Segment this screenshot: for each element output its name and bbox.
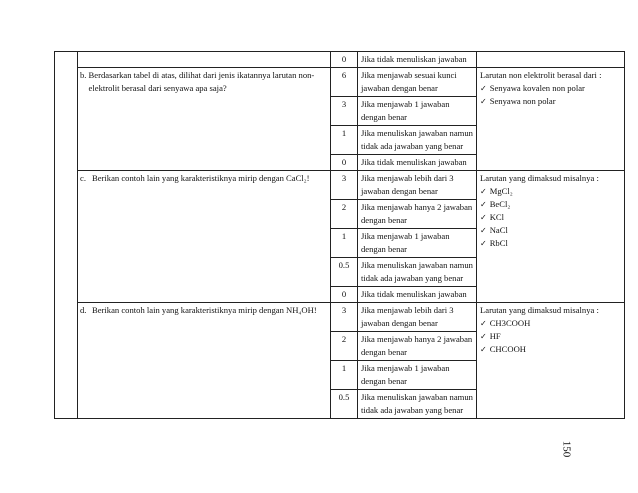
score-criteria: Jika menjawab lebih dari 3 jawaban dengan benar bbox=[358, 171, 477, 200]
question-cell bbox=[78, 303, 331, 419]
score-value: 1 bbox=[331, 361, 358, 390]
answer-text: KCl bbox=[489, 212, 505, 222]
score-criteria: Jika menjawab lebih dari 3 jawaban dengan benar bbox=[358, 303, 477, 332]
answer-item bbox=[480, 211, 621, 224]
answer-text: MgCl₂ bbox=[489, 186, 513, 196]
score-criteria: Jika tidak menuliskan jawaban bbox=[358, 52, 477, 68]
answer-item bbox=[480, 82, 621, 95]
answer-text: Senyawa kovalen non polar bbox=[489, 83, 585, 93]
answer-key-cell bbox=[477, 68, 625, 171]
answer-item bbox=[480, 198, 621, 211]
answer-text: BeCl₂ bbox=[489, 199, 511, 209]
checkmark-icon: ✓ bbox=[480, 187, 487, 196]
score-value: 6 bbox=[331, 68, 358, 97]
score-criteria: Jika menuliskan jawaban namun tidak ada jawaban yang benar bbox=[358, 126, 477, 155]
question-cell bbox=[78, 171, 331, 303]
answer-item bbox=[480, 237, 621, 250]
rubric-body bbox=[55, 52, 625, 419]
score-value: 1 bbox=[331, 126, 358, 155]
score-criteria: Jika menuliskan jawaban namun tidak ada jawaban yang benar bbox=[358, 258, 477, 287]
answer-list bbox=[480, 82, 621, 108]
answer-key-cell bbox=[477, 52, 625, 68]
score-criteria: Jika menjawab hanya 2 jawaban dengan benar bbox=[358, 332, 477, 361]
score-criteria: Jika menjawab sesuai kunci jawaban dengan benar bbox=[358, 68, 477, 97]
question-text: Berikan contoh lain yang karakteristiknya mirip dengan CaCl₂! bbox=[92, 173, 310, 183]
number-column-cell bbox=[55, 52, 78, 419]
answer-text: CH3COOH bbox=[489, 318, 531, 328]
question-label: d. bbox=[80, 305, 87, 315]
score-criteria: Jika tidak menuliskan jawaban bbox=[358, 287, 477, 303]
checkmark-icon: ✓ bbox=[480, 97, 487, 106]
page-number: 150 bbox=[560, 440, 573, 458]
answer-item bbox=[480, 224, 621, 237]
checkmark-icon: ✓ bbox=[480, 84, 487, 93]
answer-intro: Larutan yang dimaksud misalnya : bbox=[480, 173, 599, 183]
score-value: 0.5 bbox=[331, 390, 358, 419]
rubric-row bbox=[55, 171, 625, 200]
question-text: Berdasarkan tabel di atas, dilihat dari jenis ikatannya larutan non-elektrolit berasal dari senyawa apa saja? bbox=[88, 70, 315, 93]
answer-item bbox=[480, 343, 621, 356]
answer-item bbox=[480, 330, 621, 343]
score-value: 1 bbox=[331, 229, 358, 258]
checkmark-icon: ✓ bbox=[480, 213, 487, 222]
score-criteria: Jika menjawab 1 jawaban dengan benar bbox=[358, 97, 477, 126]
score-value: 2 bbox=[331, 200, 358, 229]
checkmark-icon: ✓ bbox=[480, 239, 487, 248]
answer-item bbox=[480, 317, 621, 330]
answer-list bbox=[480, 317, 621, 356]
answer-text: HF bbox=[489, 331, 501, 341]
score-value: 0 bbox=[331, 287, 358, 303]
answer-text: CHCOOH bbox=[489, 344, 526, 354]
score-criteria: Jika tidak menuliskan jawaban bbox=[358, 155, 477, 171]
answer-key-cell bbox=[477, 303, 625, 419]
answer-item bbox=[480, 185, 621, 198]
score-value: 3 bbox=[331, 97, 358, 126]
question-text: Berikan contoh lain yang karakteristiknya mirip dengan NH₄OH! bbox=[92, 305, 317, 315]
checkmark-icon: ✓ bbox=[480, 226, 487, 235]
score-value: 3 bbox=[331, 303, 358, 332]
score-value: 0.5 bbox=[331, 258, 358, 287]
question-label: b. bbox=[80, 70, 87, 80]
checkmark-icon: ✓ bbox=[480, 332, 487, 341]
question-label: c. bbox=[80, 173, 86, 183]
score-value: 0 bbox=[331, 52, 358, 68]
question-cell bbox=[78, 68, 331, 171]
score-value: 3 bbox=[331, 171, 358, 200]
rubric-row bbox=[55, 303, 625, 332]
score-criteria: Jika menjawab hanya 2 jawaban dengan benar bbox=[358, 200, 477, 229]
score-criteria: Jika menjawab 1 jawaban dengan benar bbox=[358, 229, 477, 258]
checkmark-icon: ✓ bbox=[480, 319, 487, 328]
answer-text: Senyawa non polar bbox=[489, 96, 556, 106]
question-cell bbox=[78, 52, 331, 68]
answer-intro: Larutan non elektrolit berasal dari : bbox=[480, 70, 602, 80]
scoring-rubric-table bbox=[54, 51, 625, 419]
checkmark-icon: ✓ bbox=[480, 200, 487, 209]
score-criteria: Jika menuliskan jawaban namun tidak ada jawaban yang benar bbox=[358, 390, 477, 419]
rubric-row bbox=[55, 68, 625, 97]
answer-item bbox=[480, 95, 621, 108]
score-criteria: Jika menjawab 1 jawaban dengan benar bbox=[358, 361, 477, 390]
answer-list bbox=[480, 185, 621, 250]
answer-intro: Larutan yang dimaksud misalnya : bbox=[480, 305, 599, 315]
answer-key-cell bbox=[477, 171, 625, 303]
score-value: 2 bbox=[331, 332, 358, 361]
answer-text: NaCl bbox=[489, 225, 508, 235]
rubric-row bbox=[55, 52, 625, 68]
answer-text: RbCl bbox=[489, 238, 508, 248]
checkmark-icon: ✓ bbox=[480, 345, 487, 354]
score-value: 0 bbox=[331, 155, 358, 171]
